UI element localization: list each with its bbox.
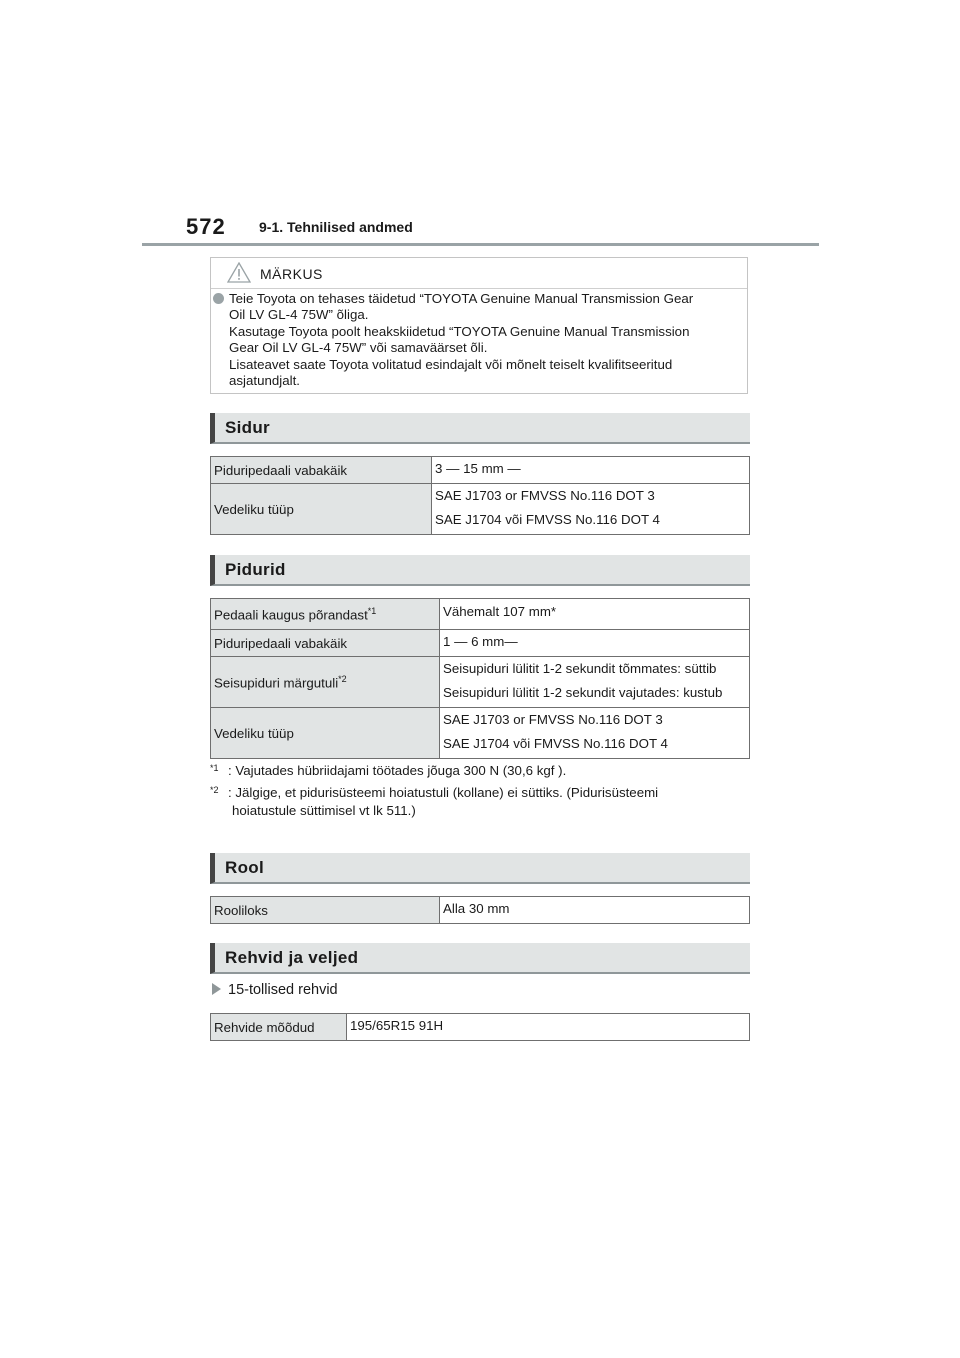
bullet-icon bbox=[213, 293, 224, 304]
spec-label: Vedeliku tüüp bbox=[211, 484, 432, 535]
spec-label: Pedaali kaugus põrandast$^{*1}$ bbox=[211, 599, 440, 630]
footnote-2 bbox=[210, 784, 750, 820]
notice-line: Oil LV GL-4 75W” õliga. bbox=[229, 307, 369, 323]
table-row bbox=[211, 708, 750, 759]
subsection-label: 15-tollised rehvid bbox=[228, 982, 338, 998]
page-number: 572 bbox=[186, 214, 226, 239]
spec-value: 1 — 6 mm— bbox=[440, 630, 750, 657]
heading-rool bbox=[210, 853, 750, 884]
heading-pidurid-label: Pidurid bbox=[225, 560, 286, 579]
footnotes bbox=[210, 762, 750, 822]
footnote-text: : Jälgige, et pidurisüsteemi hoiatustuli (kollane) ei süttiks. (Pidurisüsteemi bbox=[228, 785, 659, 800]
sidur-table bbox=[210, 456, 750, 535]
spec-label: Vedeliku tüüp bbox=[211, 708, 440, 759]
heading-sidur bbox=[210, 413, 750, 444]
spec-label: Piduripedaali vabakäik bbox=[211, 630, 440, 657]
notice-line: asjatundjalt. bbox=[229, 373, 300, 389]
heading-pidurid bbox=[210, 555, 750, 586]
warning-triangle-icon bbox=[227, 262, 251, 288]
section-title: 9-1. Tehnilised andmed bbox=[259, 219, 413, 235]
spec-value: SAE J1703 or FMVSS No.116 DOT 3 SAE J1704 või FMVSS No.116 DOT 4 bbox=[432, 484, 750, 535]
footnote-1 bbox=[210, 762, 750, 780]
heading-rehvid bbox=[210, 943, 750, 974]
footnote-mark: *2 bbox=[210, 785, 219, 795]
footnote-text: hoiatustule süttimisel vt lk 511.) bbox=[232, 803, 416, 818]
spec-label: Seisupiduri märgutuli$^{*2}$ bbox=[211, 657, 440, 708]
table-row bbox=[211, 1014, 750, 1041]
spec-value: Alla 30 mm bbox=[440, 897, 750, 924]
notice-title: MÄRKUS bbox=[260, 266, 323, 282]
notice-body bbox=[229, 291, 739, 389]
spec-label: Rooliloks bbox=[211, 897, 440, 924]
table-row bbox=[211, 897, 750, 924]
header-rule bbox=[142, 243, 819, 246]
notice-line: Gear Oil LV GL-4 75W” või samaväärset õli. bbox=[229, 340, 488, 356]
heading-sidur-label: Sidur bbox=[225, 418, 270, 437]
spec-value: 195/65R15 91H bbox=[347, 1014, 750, 1041]
heading-rehvid-label: Rehvid ja veljed bbox=[225, 948, 359, 967]
table-row bbox=[211, 630, 750, 657]
spec-value: Seisupiduri lülitit 1-2 sekundit tõmmates: süttib Seisupiduri lülitit 1-2 sekundit vajutades: kustub bbox=[440, 657, 750, 708]
rool-table bbox=[210, 896, 750, 924]
spec-value: Vähemalt 107 mm* bbox=[440, 599, 750, 630]
notice-line: Lisateavet saate Toyota volitatud esindajalt või mõnelt teiselt kvalifitseeritud bbox=[229, 356, 673, 372]
notice-line: Kasutage Toyota poolt heakskiidetud “TOYOTA Genuine Manual Transmission bbox=[229, 323, 690, 339]
notice-line: Teie Toyota on tehases täidetud “TOYOTA Genuine Manual Transmission Gear bbox=[229, 291, 694, 306]
table-row bbox=[211, 484, 750, 535]
table-row bbox=[211, 657, 750, 708]
notice-header bbox=[211, 258, 747, 289]
notice-box bbox=[210, 257, 748, 394]
footnote-text: : Vajutades hübriidajami töötades jõuga 300 N (30,6 kgf ). bbox=[228, 763, 567, 778]
spec-label: Rehvide mõõdud bbox=[211, 1014, 347, 1041]
table-row bbox=[211, 457, 750, 484]
footnote-ref: *2 bbox=[338, 673, 347, 684]
rehvid-table bbox=[210, 1013, 750, 1041]
footnote-ref: *1 bbox=[367, 605, 377, 616]
spec-value: SAE J1703 or FMVSS No.116 DOT 3 SAE J1704 või FMVSS No.116 DOT 4 bbox=[440, 708, 750, 759]
arrow-right-icon bbox=[212, 983, 221, 995]
table-row bbox=[211, 599, 750, 630]
heading-rool-label: Rool bbox=[225, 858, 264, 877]
footnote-mark: *1 bbox=[210, 763, 219, 773]
spec-label: Piduripedaali vabakäik bbox=[211, 457, 432, 484]
subsection-item bbox=[212, 982, 338, 998]
spec-value: 3 — 15 mm — bbox=[432, 457, 750, 484]
pidurid-table bbox=[210, 598, 750, 759]
